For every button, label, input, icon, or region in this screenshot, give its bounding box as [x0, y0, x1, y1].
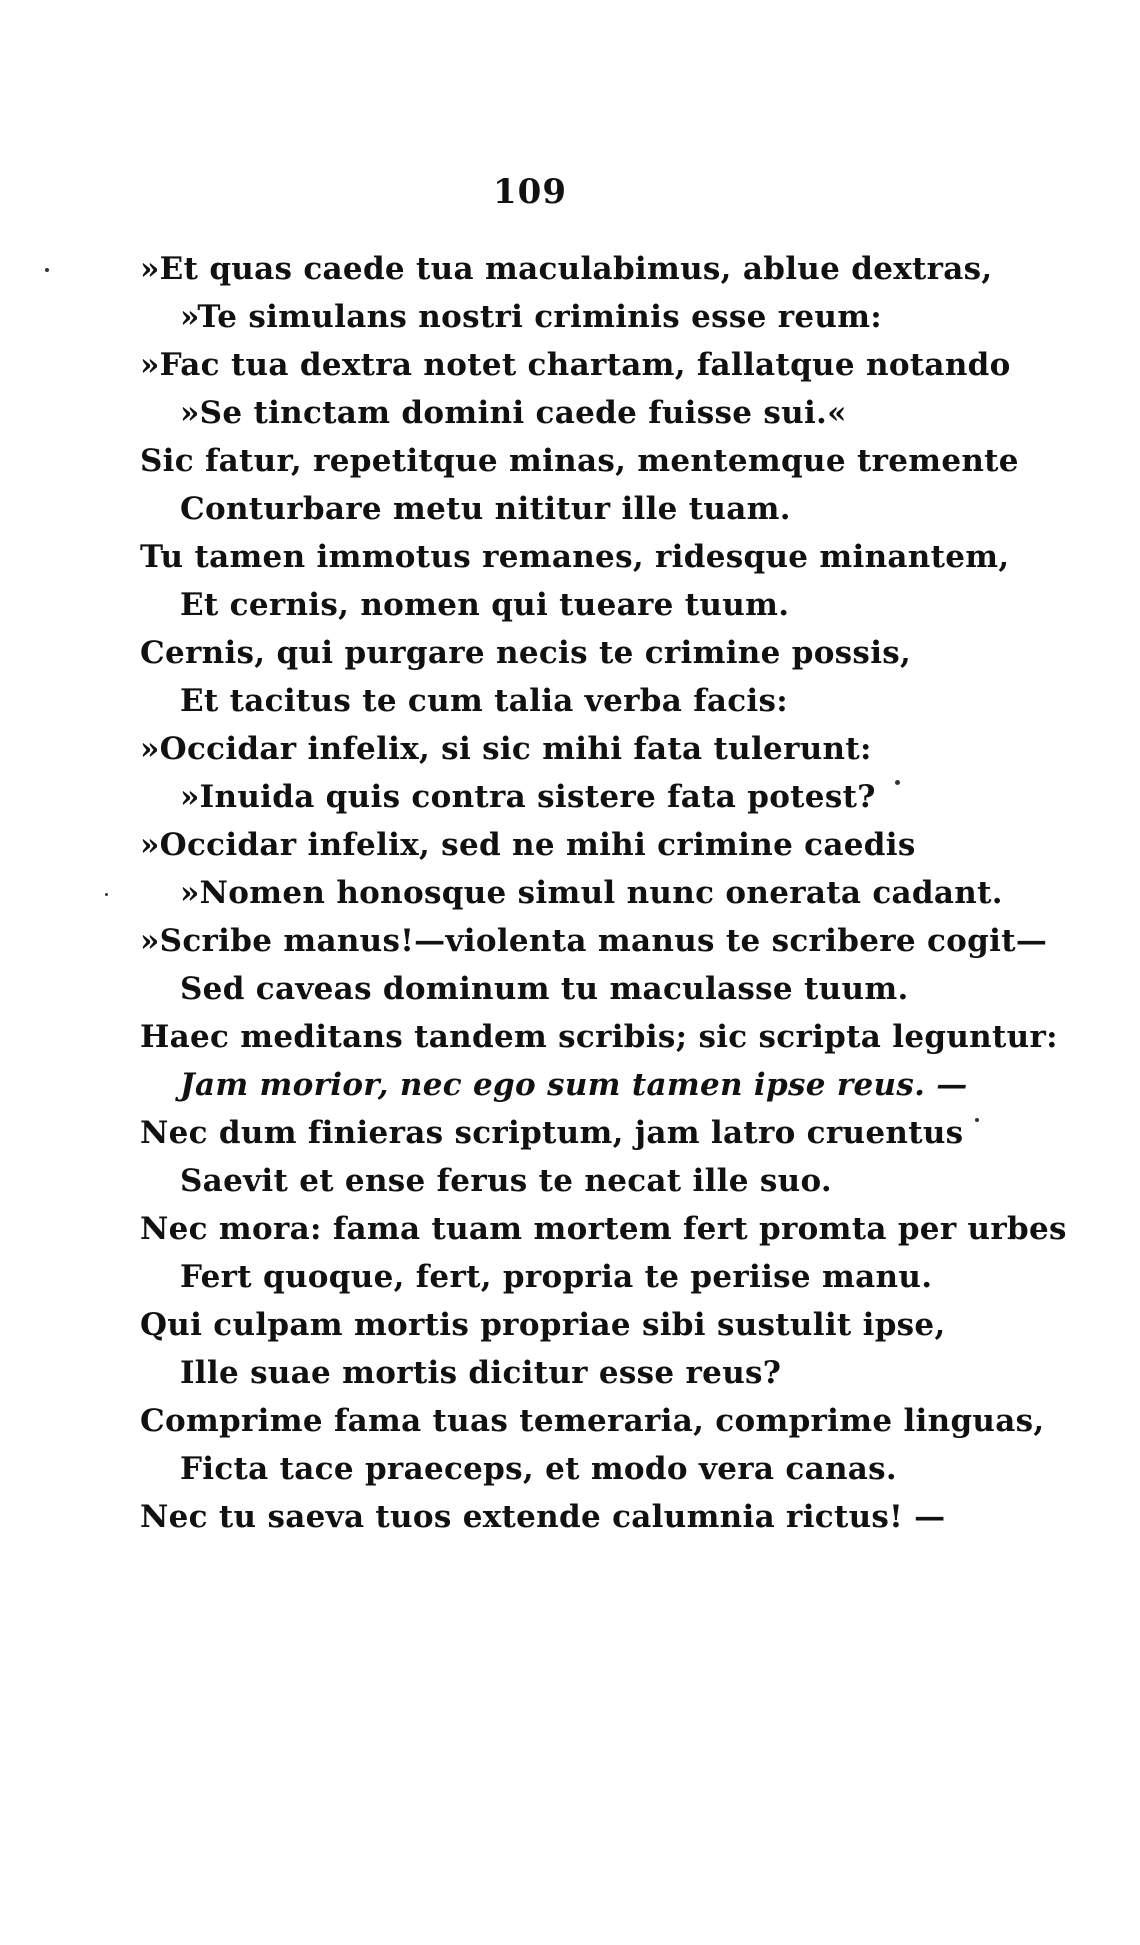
poem-line: Comprime fama tuas temeraria, comprime linguas, [140, 1403, 1045, 1439]
poem-line: Ille suae mortis dicitur esse reus? [180, 1355, 782, 1391]
poem-line: Nec tu saeva tuos extende calumnia rictus! — [140, 1499, 946, 1535]
poem-line: Jam morior, nec ego sum tamen ipse reus. — [180, 1067, 968, 1103]
poem-line: »Nomen honosque simul nunc onerata cadant. [180, 875, 1003, 911]
poem-line: »Occidar infelix, si sic mihi fata tulerunt: [140, 731, 872, 767]
scan-speck [105, 893, 108, 896]
poem-line: Sic fatur, repetitque minas, mentemque tremente [140, 443, 1019, 479]
poem-line: Nec mora: fama tuam mortem fert promta per urbes [140, 1211, 1067, 1247]
poem-line: Cernis, qui purgare necis te crimine possis, [140, 635, 912, 671]
page-number: 109 [493, 172, 567, 212]
poem-line: »Se tinctam domini caede fuisse sui.« [180, 395, 847, 431]
poem-line: »Et quas caede tua maculabimus, ablue dextras, [140, 251, 993, 287]
scan-speck [975, 1118, 979, 1122]
poem-line: »Inuida quis contra sistere fata potest? [180, 779, 876, 815]
poem-line: Nec dum finieras scriptum, jam latro cruentus [140, 1115, 964, 1151]
poem-line: Qui culpam mortis propriae sibi sustulit ipse, [140, 1307, 946, 1343]
poem-text [140, 245, 1067, 1541]
poem-line: Sed caveas dominum tu maculasse tuum. [180, 971, 909, 1007]
scan-speck [45, 268, 49, 272]
poem-line: Haec meditans tandem scribis; sic scripta leguntur: [140, 1019, 1058, 1055]
poem-line: Fert quoque, fert, propria te periise manu. [180, 1259, 933, 1295]
poem-line: Conturbare metu nititur ille tuam. [180, 491, 791, 527]
poem-line: Tu tamen immotus remanes, ridesque minantem, [140, 539, 1010, 575]
poem-line: »Scribe manus!—violenta manus te scribere cogit— [140, 923, 1048, 959]
poem-line: »Fac tua dextra notet chartam, fallatque notando [140, 347, 1011, 383]
poem-line: »Te simulans nostri criminis esse reum: [180, 299, 883, 335]
poem-line: »Occidar infelix, sed ne mihi crimine caedis [140, 827, 916, 863]
poem-line: Saevit et ense ferus te necat ille suo. [180, 1163, 832, 1199]
poem-line: Ficta tace praeceps, et modo vera canas. [180, 1451, 898, 1487]
poem-line: Et cernis, nomen qui tueare tuum. [180, 587, 790, 623]
poem-line: Et tacitus te cum talia verba facis: [180, 683, 788, 719]
scan-speck [895, 780, 900, 785]
